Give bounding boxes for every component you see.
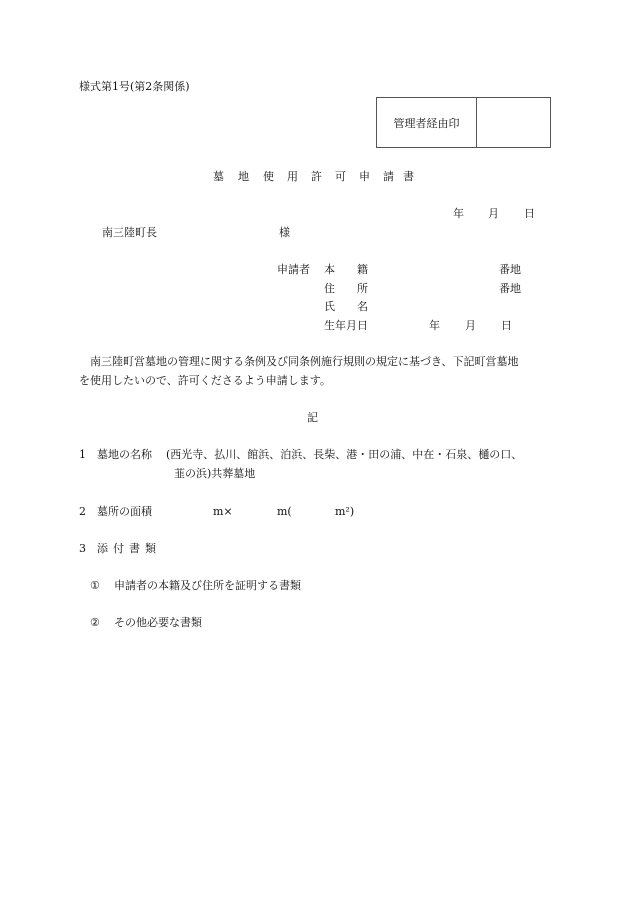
stamp-box (376, 97, 551, 148)
domicile-label-char: 本 (324, 263, 335, 276)
birth-day: 日 (501, 319, 512, 332)
item3-sub2-text: その他必要な書類 (114, 616, 202, 629)
item3-sub1-text: 申請者の本籍及び住所を証明する書類 (114, 579, 301, 592)
item1-number: 1 (79, 448, 86, 461)
item3-number: 3 (79, 542, 86, 555)
applicant-label: 申請者 (277, 263, 310, 276)
item1-text-line1: (西光寺、払川、館浜、泊浜、長柴、港・田の浦、中在・石泉、樋の口、 (166, 448, 523, 461)
item2-unit-sqm-close: m²) (335, 505, 355, 518)
addressee-honorific: 様 (279, 226, 290, 239)
item3-label-char: 添 (97, 542, 108, 555)
name-label-char: 名 (357, 300, 368, 313)
form-number: 様式第1号(第2条関係) (79, 80, 190, 93)
address-label-char: 所 (357, 282, 368, 295)
item3-sub1-mark: ① (90, 579, 100, 592)
title-char: 書 (403, 170, 414, 183)
item2-number: 2 (79, 505, 86, 518)
item3-sub2-mark: ② (90, 616, 100, 629)
date-day: 日 (524, 207, 535, 220)
title-char: 申 (359, 170, 370, 183)
stamp-box-blank (477, 98, 550, 147)
domicile-suffix: 番地 (499, 263, 521, 276)
date-year: 年 (453, 207, 464, 220)
body-text-line1: 南三陸町営墓地の管理に関する条例及び同条例施行規則の規定に基づき、下記町営墓地 (90, 355, 519, 368)
item1-label: 墓地の名称 (97, 448, 152, 461)
title-char: 可 (335, 170, 346, 183)
item1-text-line2: 韮の浜)共葬墓地 (174, 467, 256, 480)
title-char: 地 (238, 170, 249, 183)
domicile-label-char: 籍 (357, 263, 368, 276)
birth-month: 月 (465, 319, 476, 332)
body-text-line2: を使用したいので、許可くださるよう申請します。 (79, 374, 331, 387)
item2-label: 墓所の面積 (97, 505, 152, 518)
item3-label-char: 類 (145, 542, 156, 555)
item2-unit-m-open: m( (277, 505, 292, 518)
ki-heading: 記 (307, 411, 318, 424)
title-char: 許 (311, 170, 322, 183)
address-suffix: 番地 (499, 282, 521, 295)
birth-label: 生年月日 (324, 319, 368, 332)
item2-unit-times: m× (213, 505, 233, 518)
stamp-box-label: 管理者経由印 (377, 98, 477, 147)
addressee-name: 南三陸町長 (102, 226, 157, 239)
item3-label-char: 書 (129, 542, 140, 555)
title-char: 請 (383, 170, 394, 183)
item3-label-char: 付 (113, 542, 124, 555)
title-char: 使 (263, 170, 274, 183)
date-month: 月 (488, 207, 499, 220)
name-label-char: 氏 (324, 300, 335, 313)
title-char: 用 (287, 170, 298, 183)
birth-year: 年 (429, 319, 440, 332)
address-label-char: 住 (324, 282, 335, 295)
title-char: 墓 (213, 170, 224, 183)
